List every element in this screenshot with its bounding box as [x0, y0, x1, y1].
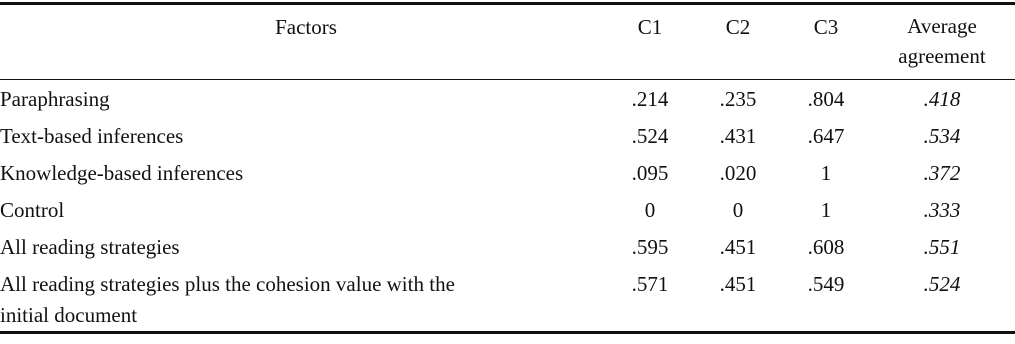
- row-c3: .608: [807, 235, 845, 259]
- row-average: .372: [923, 161, 961, 185]
- row-c3: .549: [807, 272, 845, 296]
- row-factor-text-based: Text-based inferences: [0, 124, 184, 148]
- row-c2: .431: [719, 124, 757, 148]
- row-c1: .571: [631, 272, 669, 296]
- row-factor-all-strategies: All reading strategies: [0, 235, 180, 259]
- row-average: .524: [923, 272, 961, 296]
- row-c3: .647: [807, 124, 845, 148]
- header-c2: C2: [725, 15, 751, 39]
- row-c1: .595: [631, 235, 669, 259]
- row-c1: .524: [631, 124, 669, 148]
- table-bottom-rule: [0, 331, 1015, 334]
- row-c3: 1: [820, 161, 832, 185]
- row-c1: .214: [631, 87, 669, 111]
- row-c2: .235: [719, 87, 757, 111]
- row-average: .418: [923, 87, 961, 111]
- header-factors: Factors: [275, 15, 337, 39]
- row-factor-control: Control: [0, 198, 65, 222]
- row-average: .333: [923, 198, 961, 222]
- row-factor-line1: All reading strategies plus the cohesion value with the: [0, 272, 455, 296]
- header-average: [872, 11, 1012, 71]
- row-factor-knowledge-based: Knowledge-based inferences: [0, 161, 244, 185]
- row-factor-paraphrasing: Paraphrasing: [0, 87, 110, 111]
- row-average: .551: [923, 235, 961, 259]
- row-c2: .451: [719, 235, 757, 259]
- table-top-rule: [0, 2, 1015, 5]
- row-c3: .804: [807, 87, 845, 111]
- header-average-line1: Average: [907, 14, 977, 38]
- row-c2: .451: [719, 272, 757, 296]
- header-average-line2: agreement: [898, 44, 986, 68]
- table-header-rule: [0, 79, 1015, 80]
- row-factor-all-strategies-cohesion: [0, 269, 590, 331]
- row-average: .534: [923, 124, 961, 148]
- row-c2: .020: [719, 161, 757, 185]
- header-c1: C1: [637, 15, 663, 39]
- row-c2: 0: [732, 198, 744, 222]
- row-factor-line2: initial document: [0, 303, 138, 327]
- header-c3: C3: [813, 15, 839, 39]
- row-c3: 1: [820, 198, 832, 222]
- row-c1: .095: [631, 161, 669, 185]
- row-c1: 0: [644, 198, 656, 222]
